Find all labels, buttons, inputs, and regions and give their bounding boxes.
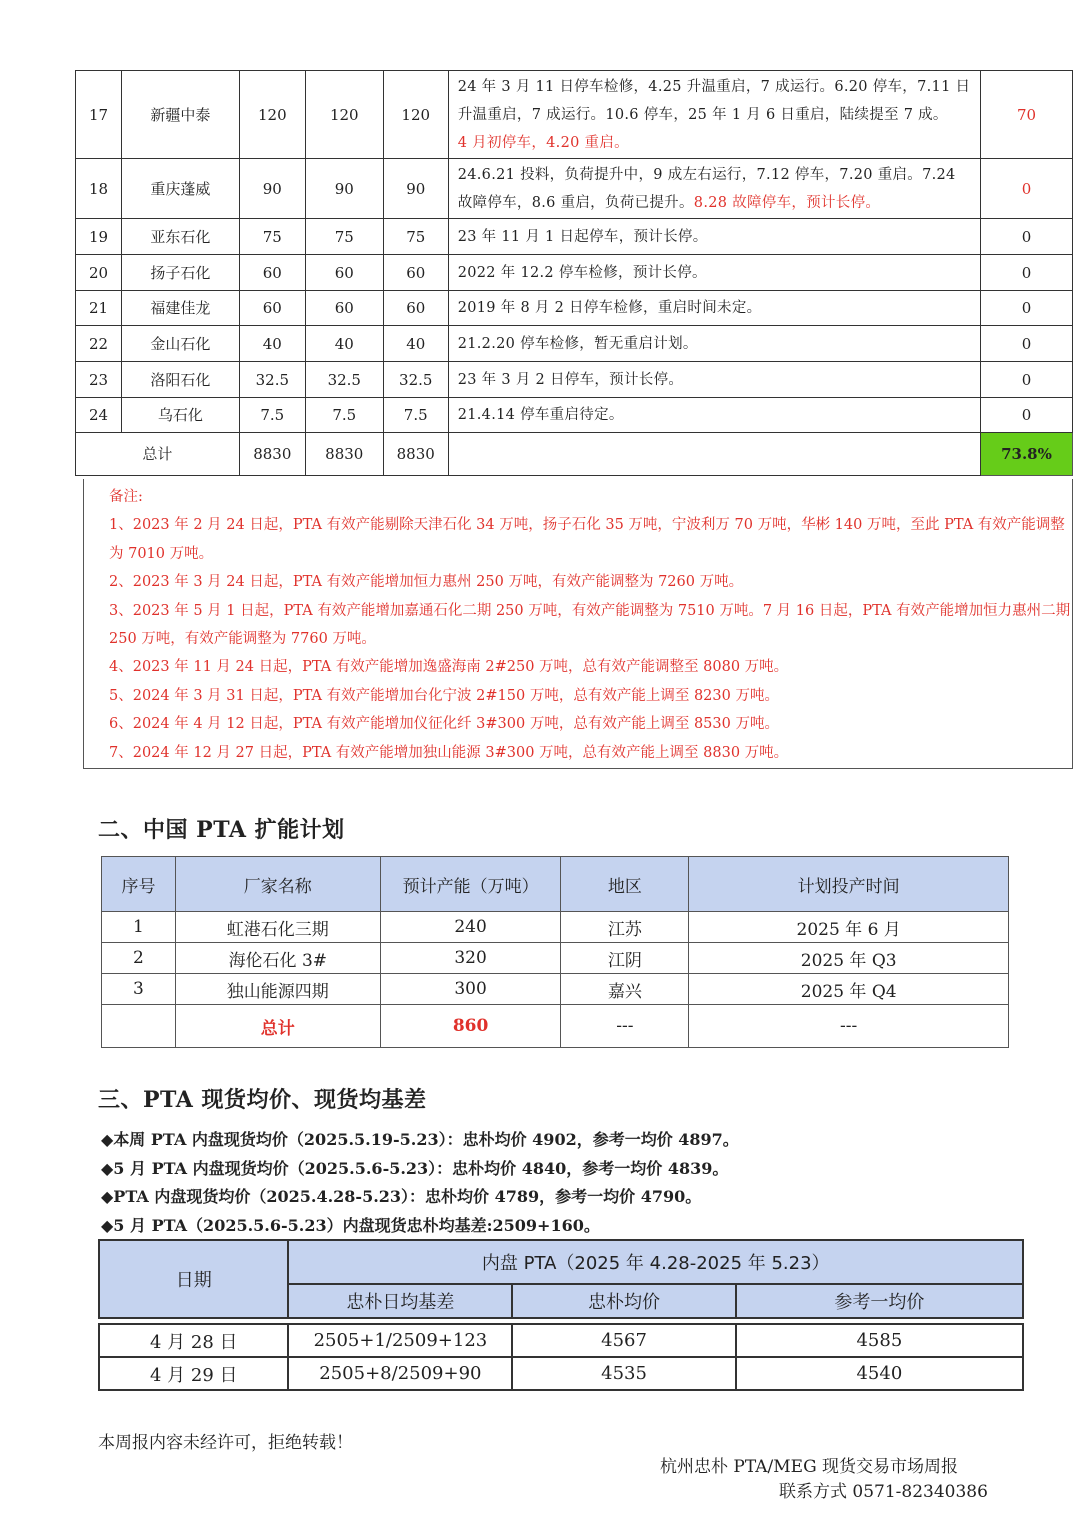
capacity-2: 7.5 [305,398,383,433]
planned-capacity: 240 [380,912,561,943]
row-no: 21 [76,291,122,326]
operating-rate: 0 [980,159,1072,219]
status-note: 21.2.20 停车检修，暂无重启计划。 [448,326,980,362]
total-capacity-2: 8830 [305,433,383,476]
capacity-1: 75 [239,219,305,255]
capacity-2: 60 [305,255,383,291]
status-note: 2022 年 12.2 停车检修，预计长停。 [448,255,980,291]
remark-item: 7、2024 年 12 月 27 日起，PTA 有效产能增加独山能源 3#300 万吨，总有效产能上调至 8830 万吨。 [109,744,789,761]
spot-price-table [98,1239,1024,1391]
operating-rate: 0 [980,219,1072,255]
row-no: 24 [76,398,122,433]
region: 嘉兴 [561,974,689,1005]
plant-name: 福建佳龙 [121,291,239,326]
total-note [448,433,980,476]
plant-name: 新疆中泰 [121,71,239,159]
table-row [76,291,1073,326]
col-header-no: 序号 [102,857,176,912]
publisher-name: 杭州忠朴 PTA/MEG 现货交易市场周报 [660,1457,959,1477]
plant-name: 扬子石化 [121,255,239,291]
region: 江苏 [561,912,689,943]
total-row [102,1005,1009,1048]
capacity-1: 40 [239,326,305,362]
status-note: 21.4.14 停车重启待定。 [448,398,980,433]
expansion-plan-table [101,856,1009,1048]
operating-rate: 0 [980,362,1072,398]
capacity-3: 7.5 [383,398,448,433]
basis-cell: 2505+1/2509+123 [288,1324,512,1357]
total-region: --- [561,1005,689,1048]
capacity-1: 60 [239,291,305,326]
capacity-1: 120 [239,71,305,159]
remarks-title: 备注: [109,489,143,505]
avg-price-cell: 4567 [512,1324,735,1357]
status-note-text: 24.6.21 投料，负荷提升中，9 成左右运行，7.12 停车，7.20 重启。7.24 故障停车，8.6 重启，负荷已提升。 [457,166,956,211]
remarks-box [83,479,1073,769]
planned-time: 2025 年 6 月 [689,912,1009,943]
capacity-3: 60 [383,291,448,326]
row-no: 17 [76,71,122,159]
section2-heading: 二、中国 PTA 扩能计划 [98,817,345,843]
row-no: 1 [102,912,176,943]
operating-rate: 0 [980,255,1072,291]
row-no: 3 [102,974,176,1005]
plant-name: 金山石化 [121,326,239,362]
capacity-table-body [76,71,1073,476]
capacity-2: 75 [305,219,383,255]
status-note-text: 24 年 3 月 11 日停车检修，4.25 升温重启，7 成运行。6.20 停车，7.11 日升温重启，7 成运行。10.6 停车，25 年 1 月 6 日重启，陆续提至 7 成。 [457,78,971,123]
contact-info: 联系方式 0571-82340386 [779,1482,988,1502]
capacity-3: 40 [383,326,448,362]
capacity-2: 40 [305,326,383,362]
plant-name: 重庆蓬威 [121,159,239,219]
price-bullet: ◆PTA 内盘现货均价（2025.4.28-5.23）：忠朴均价 4789，参考一均价 4790。 [101,1187,702,1206]
remark-item: 5、2024 年 3 月 31 日起，PTA 有效产能增加台化宁波 2#150 万吨，总有效产能上调至 8230 万吨。 [109,687,779,704]
plant-name: 海伦石化 3# [175,943,380,974]
table-row [76,71,1073,159]
status-note: 2019 年 8 月 2 日停车检修，重启时间未定。 [448,291,980,326]
table-row [102,912,1009,943]
table-row [102,974,1009,1005]
date-cell: 4 月 28 日 [99,1324,288,1357]
plant-name: 亚东石化 [121,219,239,255]
planned-time: 2025 年 Q4 [689,974,1009,1005]
total-capacity-3: 8830 [383,433,448,476]
plant-name: 乌石化 [121,398,239,433]
col-header-avg-price: 忠朴均价 [512,1284,735,1318]
row-no: 22 [76,326,122,362]
status-note [448,159,980,219]
table-row [76,159,1073,219]
status-note-highlight: 4 月初停车，4.20 重启。 [457,134,629,151]
row-no: 23 [76,362,122,398]
capacity-3: 75 [383,219,448,255]
total-row [76,433,1073,476]
copyright-notice: 本周报内容未经许可，拒绝转载！ [98,1433,353,1453]
table-row [76,398,1073,433]
date-cell: 4 月 29 日 [99,1357,288,1390]
price-bullet: ◆5 月 PTA（2025.5.6-5.23）内盘现货忠朴均基差:2509+160。 [101,1215,600,1235]
avg-price-cell: 4535 [512,1357,735,1390]
total-capacity-1: 8830 [239,433,305,476]
table-row [76,326,1073,362]
col-header-name: 厂家名称 [175,857,380,912]
price-bullet: ◆本周 PTA 内盘现货均价（2025.5.19-5.23）：忠朴均价 4902，参考一均价 4897。 [101,1130,739,1149]
operating-rate: 0 [980,326,1072,362]
operating-rate: 0 [980,398,1072,433]
plant-name: 洛阳石化 [121,362,239,398]
col-header-time: 计划投产时间 [689,857,1009,912]
col-header-region: 地区 [561,857,689,912]
row-no: 19 [76,219,122,255]
planned-time: 2025 年 Q3 [689,943,1009,974]
capacity-3: 120 [383,71,448,159]
status-note [448,71,980,159]
planned-capacity: 300 [380,974,561,1005]
remark-item: 6、2024 年 4 月 12 日起，PTA 有效产能增加仪征化纤 3#300 万吨，总有效产能上调至 8530 万吨。 [109,716,779,733]
region: 江阴 [561,943,689,974]
col-header-capacity: 预计产能（万吨） [380,857,561,912]
remark-item: 4、2023 年 11 月 24 日起，PTA 有效产能增加逸盛海南 2#250 万吨，总有效产能调整至 8080 万吨。 [109,659,789,676]
capacity-2: 32.5 [305,362,383,398]
capacity-1: 60 [239,255,305,291]
row-no: 18 [76,159,122,219]
col-header-ref-price: 参考一均价 [736,1284,1023,1318]
capacity-table [75,70,1073,476]
total-operating-rate: 73.8% [980,433,1072,476]
col-header-date: 日期 [99,1240,288,1318]
table-row [102,943,1009,974]
row-no: 20 [76,255,122,291]
table-header-row [99,1240,1023,1284]
remark-item: 1、2023 年 2 月 24 日起，PTA 有效产能剔除天津石化 34 万吨，扬子石化 35 万吨，宁波利万 70 万吨，华彬 140 万吨，至此 PTA 有效产能调整为 7010 万吨。 [109,517,1065,562]
price-summary [101,1126,739,1240]
table-row [76,362,1073,398]
col-header-group: 内盘 PTA（2025 年 4.28-2025 年 5.23） [288,1240,1023,1284]
capacity-3: 32.5 [383,362,448,398]
status-note-highlight: 8.28 故障停车，预计长停。 [693,194,881,211]
plant-name: 独山能源四期 [175,974,380,1005]
ref-price-cell: 4540 [736,1357,1023,1390]
ref-price-cell: 4585 [736,1324,1023,1357]
remark-item: 3、2023 年 5 月 1 日起，PTA 有效产能增加嘉通石化二期 250 万吨，有效产能调整为 7510 万吨。7 月 16 日起，PTA 有效产能增加恒力惠州二期 250 万吨，有效产能调整为 7760 万吨。 [109,602,1071,648]
table-row [76,255,1073,291]
basis-cell: 2505+8/2509+90 [288,1357,512,1390]
capacity-2: 90 [305,159,383,219]
total-time: --- [689,1005,1009,1048]
table-header-row [102,857,1009,912]
table-row [99,1357,1023,1390]
status-note: 23 年 3 月 2 日停车，预计长停。 [448,362,980,398]
capacity-1: 32.5 [239,362,305,398]
price-bullet: ◆5 月 PTA 内盘现货均价（2025.5.6-5.23）：忠朴均价 4840，参考一均价 4839。 [101,1158,729,1178]
plant-name: 虹港石化三期 [175,912,380,943]
operating-rate: 0 [980,291,1072,326]
capacity-1: 7.5 [239,398,305,433]
table-row [76,219,1073,255]
operating-rate: 70 [980,71,1072,159]
planned-capacity: 320 [380,943,561,974]
capacity-3: 90 [383,159,448,219]
capacity-2: 120 [305,71,383,159]
table-row [99,1324,1023,1357]
total-label: 总计 [175,1005,380,1048]
col-header-basis: 忠朴日均基差 [288,1284,512,1318]
section3-heading: 三、PTA 现货均价、现货均基差 [98,1087,427,1113]
total-capacity: 860 [380,1005,561,1048]
capacity-2: 60 [305,291,383,326]
total-label: 总计 [76,433,240,476]
total-no [102,1005,176,1048]
capacity-1: 90 [239,159,305,219]
remark-item: 2、2023 年 3 月 24 日起，PTA 有效产能增加恒力惠州 250 万吨，有效产能调整为 7260 万吨。 [109,574,744,591]
row-no: 2 [102,943,176,974]
capacity-3: 60 [383,255,448,291]
status-note: 23 年 11 月 1 日起停车，预计长停。 [448,219,980,255]
